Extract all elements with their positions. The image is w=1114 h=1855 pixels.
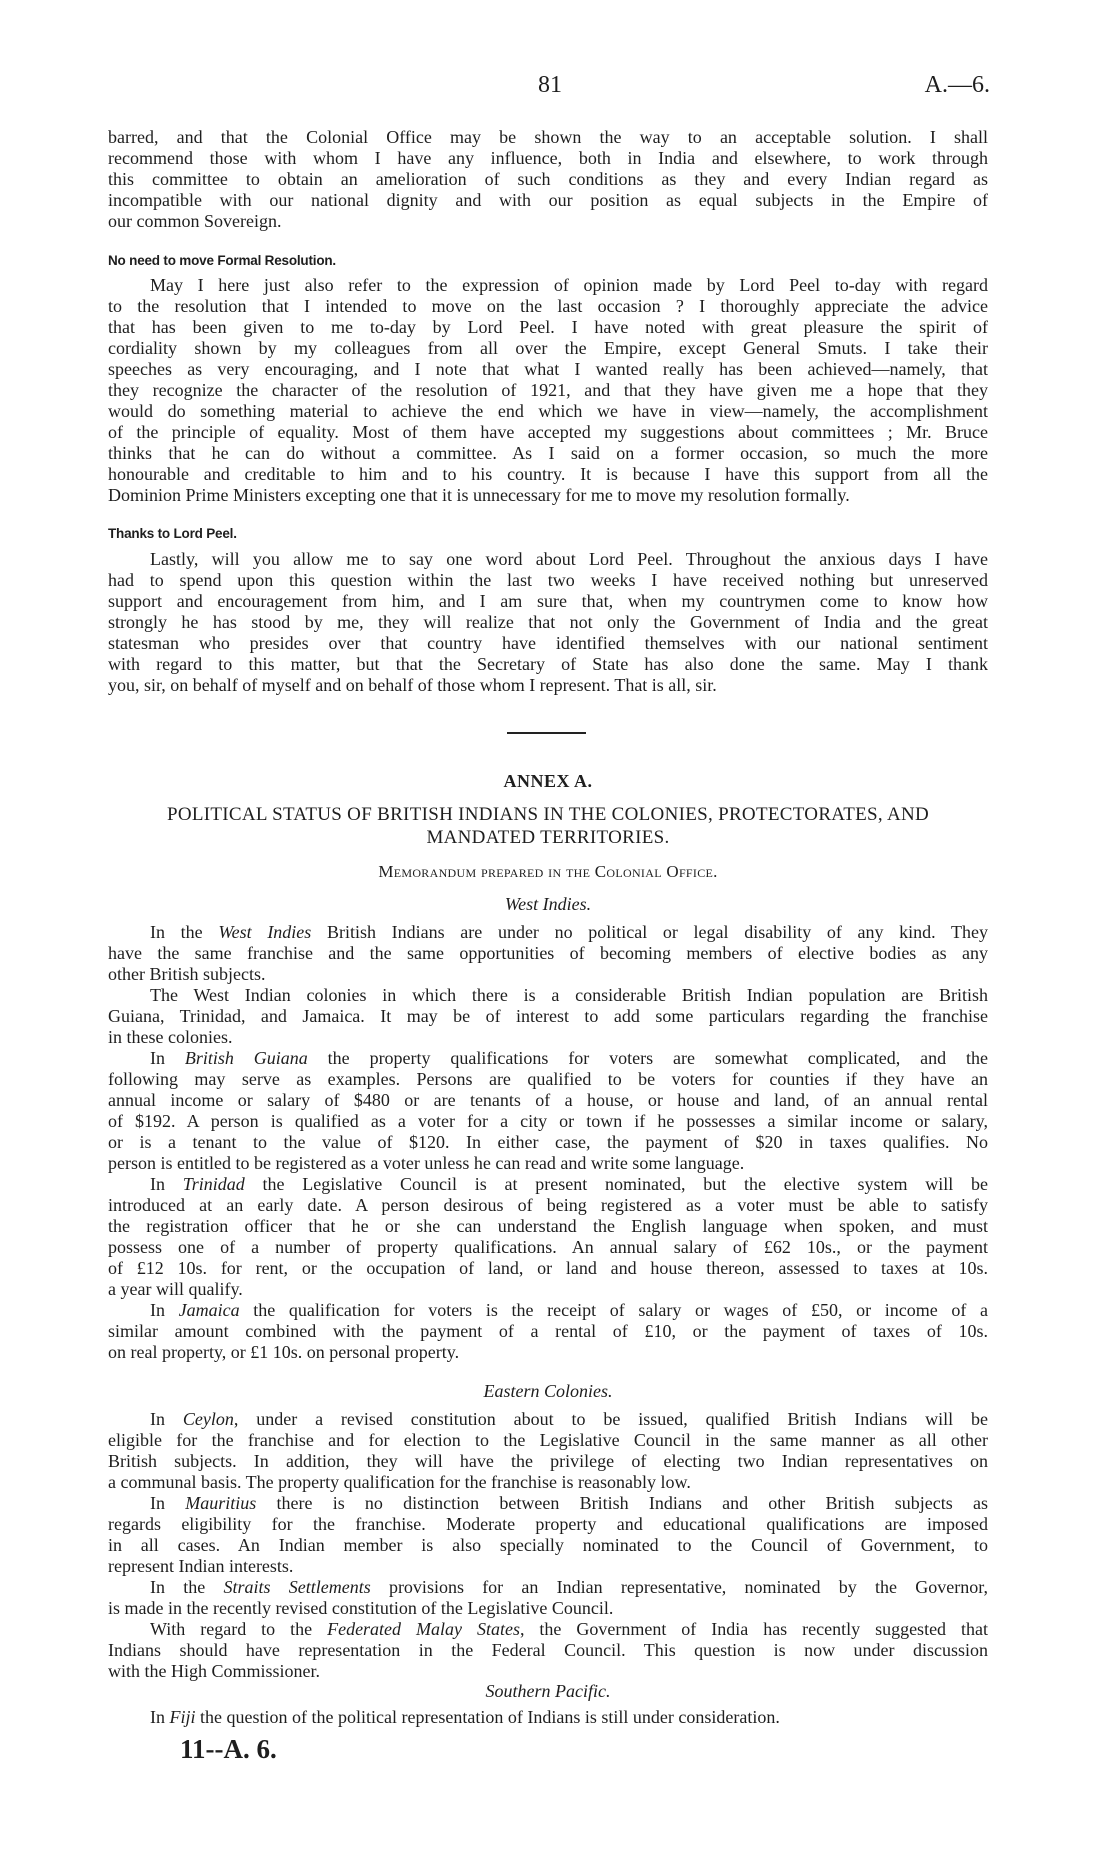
annex-title-line-1: POLITICAL STATUS OF BRITISH INDIANS IN THE COLONIES, PROTECTORATES, AND: [166, 804, 930, 825]
text-line: [108, 570, 988, 591]
text-line: [108, 1514, 988, 1535]
paragraph: [108, 1300, 988, 1363]
text-line: [108, 1451, 988, 1472]
text-segment: other British subjects.: [108, 964, 266, 984]
paragraph: [108, 1409, 988, 1493]
text-line: [108, 1493, 988, 1514]
text-line: [108, 1111, 988, 1132]
text-line: [108, 1321, 988, 1342]
text-line: [108, 591, 988, 612]
text-line: [108, 1619, 988, 1640]
text-segment: to the resolution that I intended to move on the last occasion ? I thoroughly appreciate the advice: [108, 296, 988, 316]
text-line: [108, 275, 988, 296]
text-line: [108, 443, 988, 464]
text-line: [108, 964, 988, 985]
speech-paragraph-resolution: [108, 275, 988, 506]
text-line: [108, 612, 988, 633]
memorandum-subtitle: Memorandum prepared in the Colonial Office.: [378, 862, 718, 881]
text-segment: strongly he has stood by me, they will realize that not only the Government of India and the great: [108, 612, 988, 632]
text-segment: similar amount combined with the payment of a rental of £10, or the payment of taxes of 10s.: [108, 1321, 988, 1341]
place-name: West Indies: [218, 922, 312, 942]
text-segment: would do something material to achieve the end which we have in view—namely, the accomplishment: [108, 401, 988, 421]
text-line: [108, 464, 988, 485]
place-name: Jamaica: [178, 1300, 240, 1320]
text-line: [108, 401, 988, 422]
text-line: [108, 1577, 988, 1598]
section-heading-southern-pacific: Southern Pacific.: [485, 1681, 611, 1701]
text-segment: possess one of a number of property qualifications. An annual salary of £62 10s., or the payment: [108, 1237, 988, 1257]
paragraph: [108, 549, 988, 696]
paragraph: [108, 275, 988, 506]
text-segment: recommend those with whom I have any influence, both in India and elsewhere, to work through: [108, 148, 988, 168]
text-segment: In the: [150, 1577, 224, 1597]
text-segment: they recognize the character of the resolution of 1921, and that they have given me a hope that they: [108, 380, 988, 400]
text-segment: In: [150, 1048, 185, 1068]
section-heading-eastern-colonies: Eastern Colonies.: [483, 1381, 613, 1401]
text-segment: In: [150, 1493, 186, 1513]
text-segment: is made in the recently revised constitution of the Legislative Council.: [108, 1598, 614, 1618]
text-segment: a year will qualify.: [108, 1279, 243, 1299]
text-line: [108, 1556, 988, 1577]
text-line: [108, 633, 988, 654]
text-segment: with regard to this matter, but that the Secretary of State has also done the same. May I thank: [108, 654, 988, 674]
text-line: [108, 1707, 988, 1728]
text-segment: in these colonies.: [108, 1027, 233, 1047]
text-segment: person is entitled to be registered as a voter unless he can read and write some language.: [108, 1153, 745, 1173]
text-segment: that has been given to me to-day by Lord Peel. I have noted with great pleasure the spirit of: [108, 317, 988, 337]
text-segment: provisions for an Indian representative, nominated by the Governor,: [370, 1577, 988, 1597]
text-segment: the property qualifications for voters are somewhat complicated, and the: [307, 1048, 988, 1068]
text-segment: In the: [150, 922, 219, 942]
text-segment: our common Sovereign.: [108, 211, 282, 231]
place-name: British Guiana: [184, 1048, 308, 1068]
text-line: [108, 1661, 988, 1682]
text-segment: there is no distinction between British Indians and other British subjects as: [256, 1493, 988, 1513]
page-number: 81: [538, 72, 562, 98]
place-name: Federated Malay States: [327, 1619, 520, 1639]
text-segment: introduced at an early date. A person desirous of being registered as a voter must be able to satisfy: [108, 1195, 988, 1215]
text-line: [108, 1535, 988, 1556]
text-line: [108, 190, 988, 211]
text-segment: Guiana, Trinidad, and Jamaica. It may be of interest to add some particulars regarding the franchise: [108, 1006, 988, 1026]
text-segment: incompatible with our national dignity and with our position as equal subjects in the Empire of: [108, 190, 988, 210]
text-line: [108, 1279, 988, 1300]
text-segment: The West Indian colonies in which there is a considerable British Indian population are British: [150, 985, 988, 1005]
text-segment: cordiality shown by my colleagues from all over the Empire, except General Smuts. I take their: [108, 338, 988, 358]
text-segment: have the same franchise and the same opportunities of becoming members of elective bodies as any: [108, 943, 988, 963]
text-line: [108, 1472, 988, 1493]
text-line: [108, 148, 988, 169]
text-line: [108, 1640, 988, 1661]
text-line: [108, 1153, 988, 1174]
text-line: [108, 211, 988, 232]
text-segment: In: [150, 1174, 183, 1194]
annex-title: [108, 803, 988, 849]
text-segment: on real property, or £1 10s. on personal property.: [108, 1342, 460, 1362]
text-segment: honourable and creditable to him and to his country. It is because I have this support from all the: [108, 464, 988, 484]
text-line: [108, 1006, 988, 1027]
paragraph: [108, 127, 988, 232]
place-name: Fiji: [169, 1707, 196, 1727]
place-name: Straits Settlements: [223, 1577, 371, 1597]
text-segment: the question of the political representation of Indians is still under consideration.: [195, 1707, 780, 1727]
text-segment: the registration officer that he or she can understand the English language when spoken, and must: [108, 1216, 988, 1236]
text-segment: With regard to the: [150, 1619, 328, 1639]
text-segment: following may serve as examples. Persons are qualified to be voters for counties if they have an: [108, 1069, 988, 1089]
paragraph: [108, 922, 988, 985]
text-segment: British Indians are under no political or legal disability of any kind. They: [311, 922, 988, 942]
text-line: [108, 485, 988, 506]
text-segment: , under a revised constitution about to be issued, qualified British Indians will be: [233, 1409, 988, 1429]
text-line: [108, 359, 988, 380]
text-line: [108, 338, 988, 359]
text-segment: annual income or salary of $480 or are tenants of a house, or house and land, of an annual rental: [108, 1090, 988, 1110]
text-segment: had to spend upon this question within the last two weeks I have received nothing but unreserved: [108, 570, 988, 590]
text-segment: thinks that he can do without a committee. As I said on a former occasion, so much the more: [108, 443, 988, 463]
text-line: [108, 169, 988, 190]
text-line: [108, 1174, 988, 1195]
annex-title-line-2: MANDATED TERRITORIES.: [426, 827, 670, 848]
text-line: [108, 1216, 988, 1237]
text-segment: support and encouragement from him, and I am sure that, when my countrymen come to know how: [108, 591, 988, 611]
text-segment: Indians should have representation in the Federal Council. This question is now under discussion: [108, 1640, 988, 1660]
text-line: [108, 1300, 988, 1321]
text-segment: the Legislative Council is at present nominated, but the elective system will be: [244, 1174, 989, 1194]
text-segment: represent Indian interests.: [108, 1556, 294, 1576]
text-segment: you, sir, on behalf of myself and on behalf of those whom I represent. That is all, sir.: [108, 675, 717, 695]
text-segment: of £12 10s. for rent, or the occupation of land, or land and house thereon, assessed to taxes at 10s.: [108, 1258, 988, 1278]
text-line: [108, 922, 988, 943]
text-line: [108, 675, 988, 696]
place-name: Trinidad: [182, 1174, 245, 1194]
text-line: [108, 1069, 988, 1090]
paragraph: [108, 1577, 988, 1619]
text-line: [108, 549, 988, 570]
text-line: [108, 1090, 988, 1111]
text-line: [108, 1342, 988, 1363]
text-segment: of $192. A person is qualified as a voter for a city or town if he possesses a similar income or salary,: [108, 1111, 988, 1131]
side-heading-formal-resolution: No need to move Formal Resolution.: [108, 253, 336, 268]
text-line: [108, 654, 988, 675]
text-segment: of the principle of equality. Most of them have accepted my suggestions about committees ; Mr. Bruce: [108, 422, 988, 442]
paragraph: [108, 1048, 988, 1174]
text-segment: eligible for the franchise and for election to the Legislative Council in the same manner as all other: [108, 1430, 988, 1450]
text-segment: with the High Commissioner.: [108, 1661, 321, 1681]
side-heading-thanks: Thanks to Lord Peel.: [108, 526, 237, 541]
southern-pacific-section: [108, 1707, 988, 1728]
text-line: [108, 422, 988, 443]
place-name: Mauritius: [185, 1493, 257, 1513]
text-segment: in all cases. An Indian member is also specially nominated to the Council of Government, to: [108, 1535, 988, 1555]
annex-label: ANNEX A.: [503, 771, 593, 791]
text-line: [108, 985, 988, 1006]
speech-paragraph-closing: [108, 127, 988, 232]
paragraph: [108, 1707, 988, 1728]
section-heading-west-indies: West Indies.: [504, 894, 592, 914]
west-indies-section: [108, 922, 988, 1363]
document-reference: A.—6.: [924, 72, 990, 98]
text-line: [108, 1258, 988, 1279]
text-segment: In: [150, 1707, 170, 1727]
text-line: [108, 1132, 988, 1153]
text-line: [108, 296, 988, 317]
paragraph: [108, 985, 988, 1048]
text-line: [108, 1237, 988, 1258]
place-name: Ceylon: [182, 1409, 234, 1429]
text-segment: British subjects. In addition, they will have the privilege of electing two Indian representatives on: [108, 1451, 988, 1471]
text-segment: barred, and that the Colonial Office may be shown the way to an acceptable solution. I shall: [108, 127, 988, 147]
signature-mark: 11--A. 6.: [180, 1734, 277, 1764]
text-line: [108, 380, 988, 401]
speech-paragraph-thanks: [108, 549, 988, 696]
text-segment: speeches as very encouraging, and I note that what I wanted really has been achieved—namely, that: [108, 359, 988, 379]
text-segment: Lastly, will you allow me to say one word about Lord Peel. Throughout the anxious days I have: [150, 549, 988, 569]
text-segment: statesman who presides over that country have identified themselves with our national sentiment: [108, 633, 988, 653]
text-segment: or is a tenant to the value of $120. In either case, the payment of $20 in taxes qualifies. No: [108, 1132, 988, 1152]
paragraph: [108, 1493, 988, 1577]
text-segment: In: [150, 1409, 183, 1429]
text-segment: this committee to obtain an amelioration of such conditions as they and every Indian regard as: [108, 169, 988, 189]
text-segment: May I here just also refer to the expression of opinion made by Lord Peel to-day with regard: [150, 275, 988, 295]
text-line: [108, 127, 988, 148]
text-segment: Dominion Prime Ministers excepting one that it is unnecessary for me to move my resolution formally.: [108, 485, 850, 505]
paragraph: [108, 1174, 988, 1300]
text-line: [108, 1430, 988, 1451]
text-line: [108, 1409, 988, 1430]
text-segment: the qualification for voters is the receipt of salary or wages of £50, or income of a: [239, 1300, 989, 1320]
text-line: [108, 317, 988, 338]
text-line: [108, 1598, 988, 1619]
section-divider: [507, 732, 586, 734]
text-line: [108, 1195, 988, 1216]
text-segment: regards eligibility for the franchise. Moderate property and educational qualifications are imposed: [108, 1514, 988, 1534]
text-segment: a communal basis. The property qualification for the franchise is reasonably low.: [108, 1472, 691, 1492]
eastern-colonies-section: [108, 1409, 988, 1682]
text-line: [108, 943, 988, 964]
paragraph: [108, 1619, 988, 1682]
text-segment: In: [150, 1300, 179, 1320]
text-line: [108, 1048, 988, 1069]
text-segment: , the Government of India has recently suggested that: [519, 1619, 989, 1639]
text-line: [108, 1027, 988, 1048]
